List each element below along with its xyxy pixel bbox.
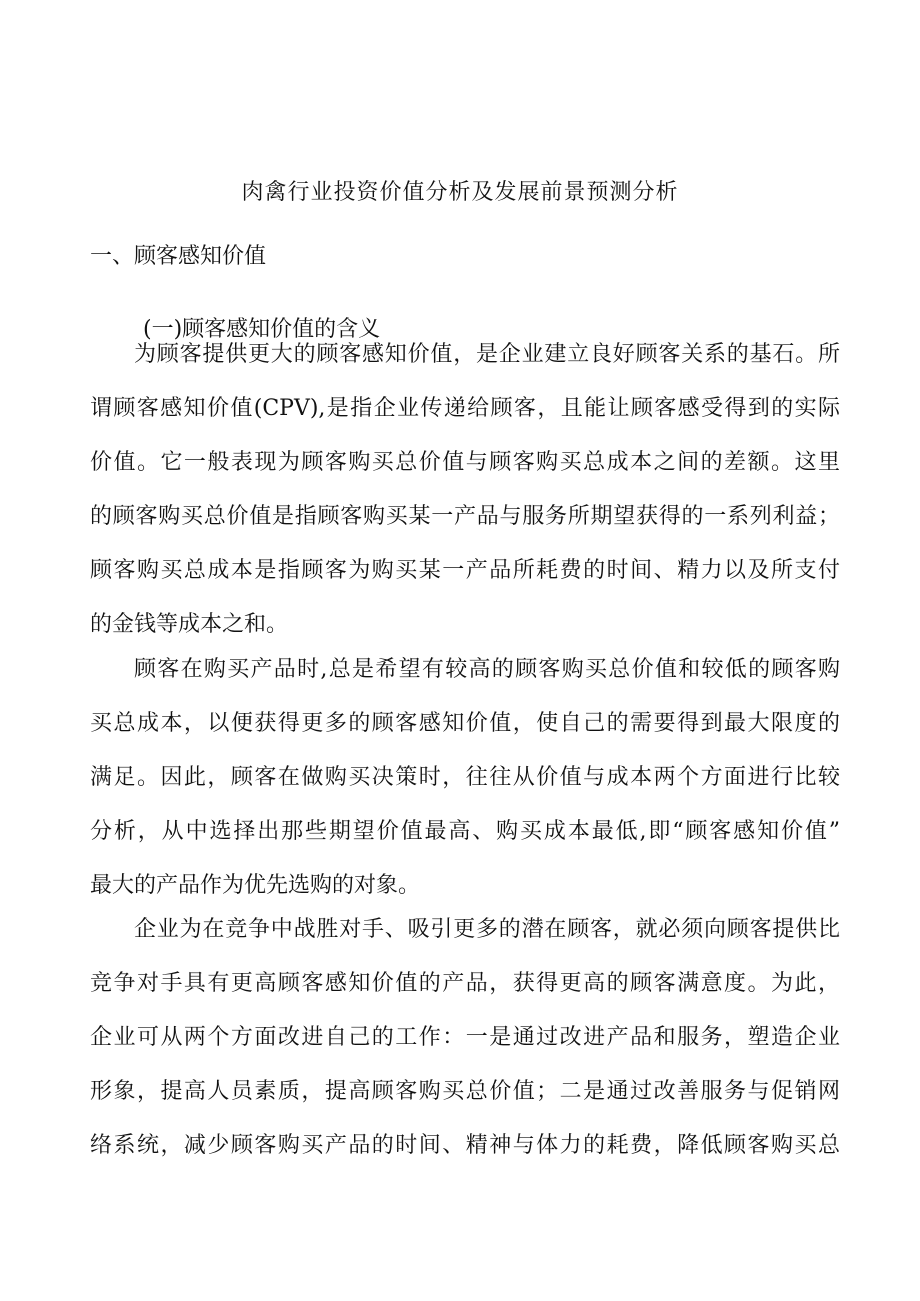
paragraph-line: 价值。它一般表现为顾客购买总价值与顾客购买总成本之间的差额。这里 (90, 450, 840, 475)
paragraph-line: 最大的产品作为优先选购的对象。 (90, 873, 421, 898)
paragraph-line: 顾客购买总成本是指顾客为购买某一产品所耗费的时间、精力以及所支付 (90, 558, 840, 583)
paragraph-line: 企业为在竞争中战胜对手、吸引更多的潜在顾客，就必须向顾客提供比 (134, 917, 840, 942)
paragraph-line: 企业可从两个方面改进自己的工作：一是通过改进产品和服务，塑造企业 (90, 1025, 840, 1050)
paragraph-line: 谓顾客感知价值(CPV),是指企业传递给顾客，且能让顾客感受得到的实际 (90, 396, 840, 421)
paragraph-1 (90, 337, 840, 661)
paragraph-line: 竞争对手具有更高顾客感知价值的产品，获得更高的顾客满意度。为此， (90, 971, 840, 996)
paragraph-line: 的金钱等成本之和。 (90, 612, 289, 637)
paragraph-line: 络系统，减少顾客购买产品的时间、精神与体力的耗费，降低顾客购买总 (90, 1133, 840, 1158)
paragraph-3 (90, 912, 840, 1182)
paragraph-line: 买总成本，以便获得更多的顾客感知价值，使自己的需要得到最大限度的 (90, 711, 840, 736)
paragraph-line: 形象，提高人员素质，提高顾客购买总价值；二是通过改善服务与促销网 (90, 1079, 840, 1104)
paragraph-line: 为顾客提供更大的顾客感知价值，是企业建立良好顾客关系的基石。所 (134, 342, 840, 367)
paragraph-line: 的顾客购买总价值是指顾客购买某一产品与服务所期望获得的一系列利益； (90, 504, 840, 529)
paragraph-line: 顾客在购买产品时,总是希望有较高的顾客购买总价值和较低的顾客购 (134, 657, 840, 682)
section-heading: 一、顾客感知价值 (90, 244, 267, 269)
subsection-heading: (一)顾客感知价值的含义 (143, 317, 381, 342)
paragraph-line: 满足。因此，顾客在做购买决策时，往往从价值与成本两个方面进行比较 (90, 765, 840, 790)
document-title: 肉禽行业投资价值分析及发展前景预测分析 (241, 180, 679, 205)
paragraph-2 (90, 652, 840, 922)
paragraph-line: 分析，从中选择出那些期望价值最高、购买成本最低,即“顾客感知价值” (90, 819, 840, 844)
